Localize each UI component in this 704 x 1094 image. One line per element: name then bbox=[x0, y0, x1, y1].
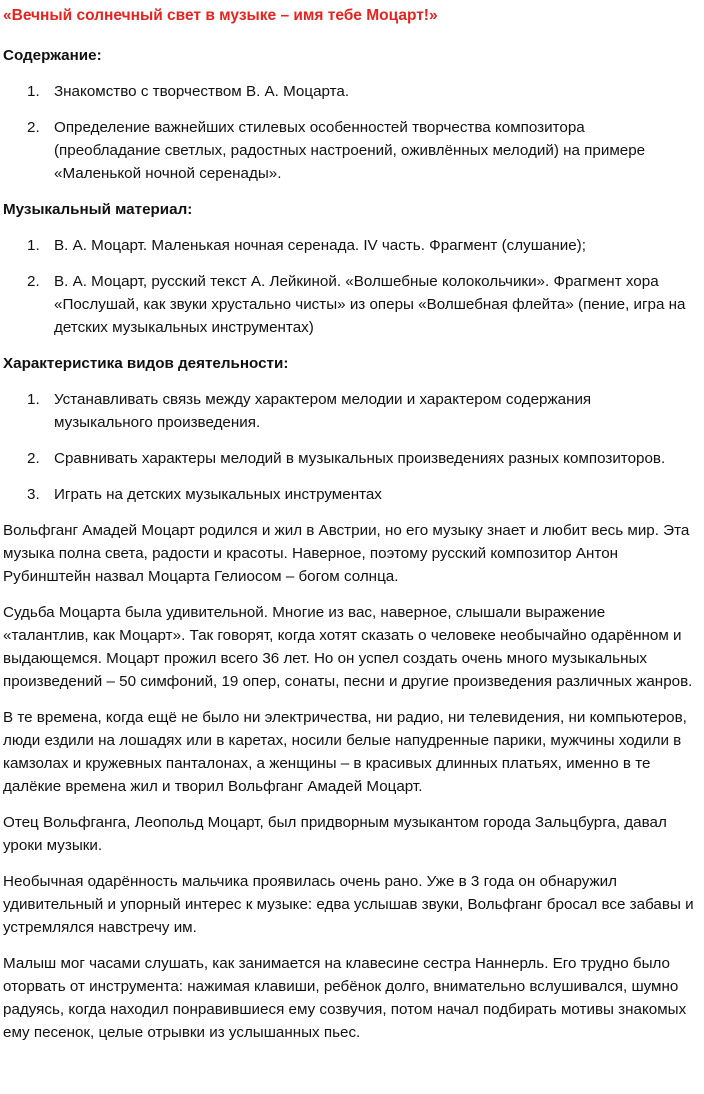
list-item-number: 1. bbox=[27, 83, 40, 100]
list-item-text: Знакомство с творчеством В. А. Моцарта. bbox=[54, 83, 350, 100]
list-item bbox=[3, 80, 694, 103]
list-item-number: 2. bbox=[27, 273, 40, 290]
activities-list bbox=[3, 388, 694, 506]
list-item bbox=[3, 116, 694, 185]
list-item-number: 1. bbox=[27, 237, 40, 254]
body-paragraph: Вольфганг Амадей Моцарт родился и жил в Австрии, но его музыку знает и любит весь мир. Эта музыка полна света, радости и красоты. Наверное, поэтому русский композитор Антон Рубинштейн назвал Моцарта Гелиосом – богом солнца. bbox=[3, 522, 690, 585]
list-item-text: В. А. Моцарт. Маленькая ночная серенада. IV часть. Фрагмент (слушание); bbox=[54, 237, 586, 254]
section-heading-activities: Характеристика видов деятельности: bbox=[3, 355, 289, 372]
music-material-list bbox=[3, 234, 694, 339]
contents-list bbox=[3, 80, 694, 185]
section-heading-contents: Содержание: bbox=[3, 47, 102, 64]
list-item bbox=[3, 234, 694, 257]
list-item-number: 1. bbox=[27, 391, 40, 408]
body-paragraph: Отец Вольфганга, Леопольд Моцарт, был придворным музыкантом города Зальцбурга, давал уроки музыки. bbox=[3, 814, 667, 854]
list-item-text: Определение важнейших стилевых особенностей творчества композитора (преобладание светлых, радостных настроений, оживлённых мелодий) на примере «Маленькой ночной серенады». bbox=[54, 119, 646, 182]
list-item-number: 2. bbox=[27, 450, 40, 467]
body-paragraph: Малыш мог часами слушать, как занимается на клавесине сестра Наннерль. Его трудно было оторвать от инструмента: нажимая клавиши, ребёнок долго, внимательно вслушивался, шумно радуясь, когда находил понравившиеся ему созвучия, потом начал подбирать мотивы знакомых ему песенок, целые отрывки из услышанных пьес. bbox=[3, 955, 687, 1041]
document-title: «Вечный солнечный свет в музыке – имя тебе Моцарт!» bbox=[3, 7, 438, 24]
list-item-number: 3. bbox=[27, 486, 40, 503]
list-item bbox=[3, 270, 694, 339]
list-item-text: В. А. Моцарт, русский текст А. Лейкиной. «Волшебные колокольчики». Фрагмент хора «Послушай, как звуки хрустально чисты» из оперы «Волшебная флейта» (пение, игра на детских музыкальных инструментах) bbox=[54, 273, 686, 336]
body-paragraph: Судьба Моцарта была удивительной. Многие из вас, наверное, слышали выражение «талантлив, как Моцарт». Так говорят, когда хотят сказать о человеке необычайно одарённом и выдающемся. Моцарт прожил всего 36 лет. Но он успел создать очень много музыкальных произведений – 50 симфоний, 19 опер, сонаты, песни и другие произведения различных жанров. bbox=[3, 604, 693, 690]
list-item bbox=[3, 447, 694, 470]
section-heading-music-material: Музыкальный материал: bbox=[3, 201, 193, 218]
list-item-text: Устанавливать связь между характером мелодии и характером содержания музыкального произведения. bbox=[54, 391, 592, 431]
body-paragraph: Необычная одарённость мальчика проявилась очень рано. Уже в 3 года он обнаружил удивительный и упорный интерес к музыке: едва услышав звуки, Вольфганг бросал все забавы и устремлялся навстречу им. bbox=[3, 873, 694, 936]
list-item-text: Играть на детских музыкальных инструментах bbox=[54, 486, 382, 503]
list-item-text: Сравнивать характеры мелодий в музыкальных произведениях разных композиторов. bbox=[54, 450, 666, 467]
list-item-number: 2. bbox=[27, 119, 40, 136]
list-item bbox=[3, 483, 694, 506]
list-item bbox=[3, 388, 694, 434]
body-paragraph: В те времена, когда ещё не было ни электричества, ни радио, ни телевидения, ни компьютеров, люди ездили на лошадях или в каретах, носили белые напудренные парики, мужчины ходили в камзолах и кружевных панталонах, а женщины – в красивых длинных платьях, именно в те далёкие времена жил и творил Вольфганг Амадей Моцарт. bbox=[3, 709, 687, 795]
